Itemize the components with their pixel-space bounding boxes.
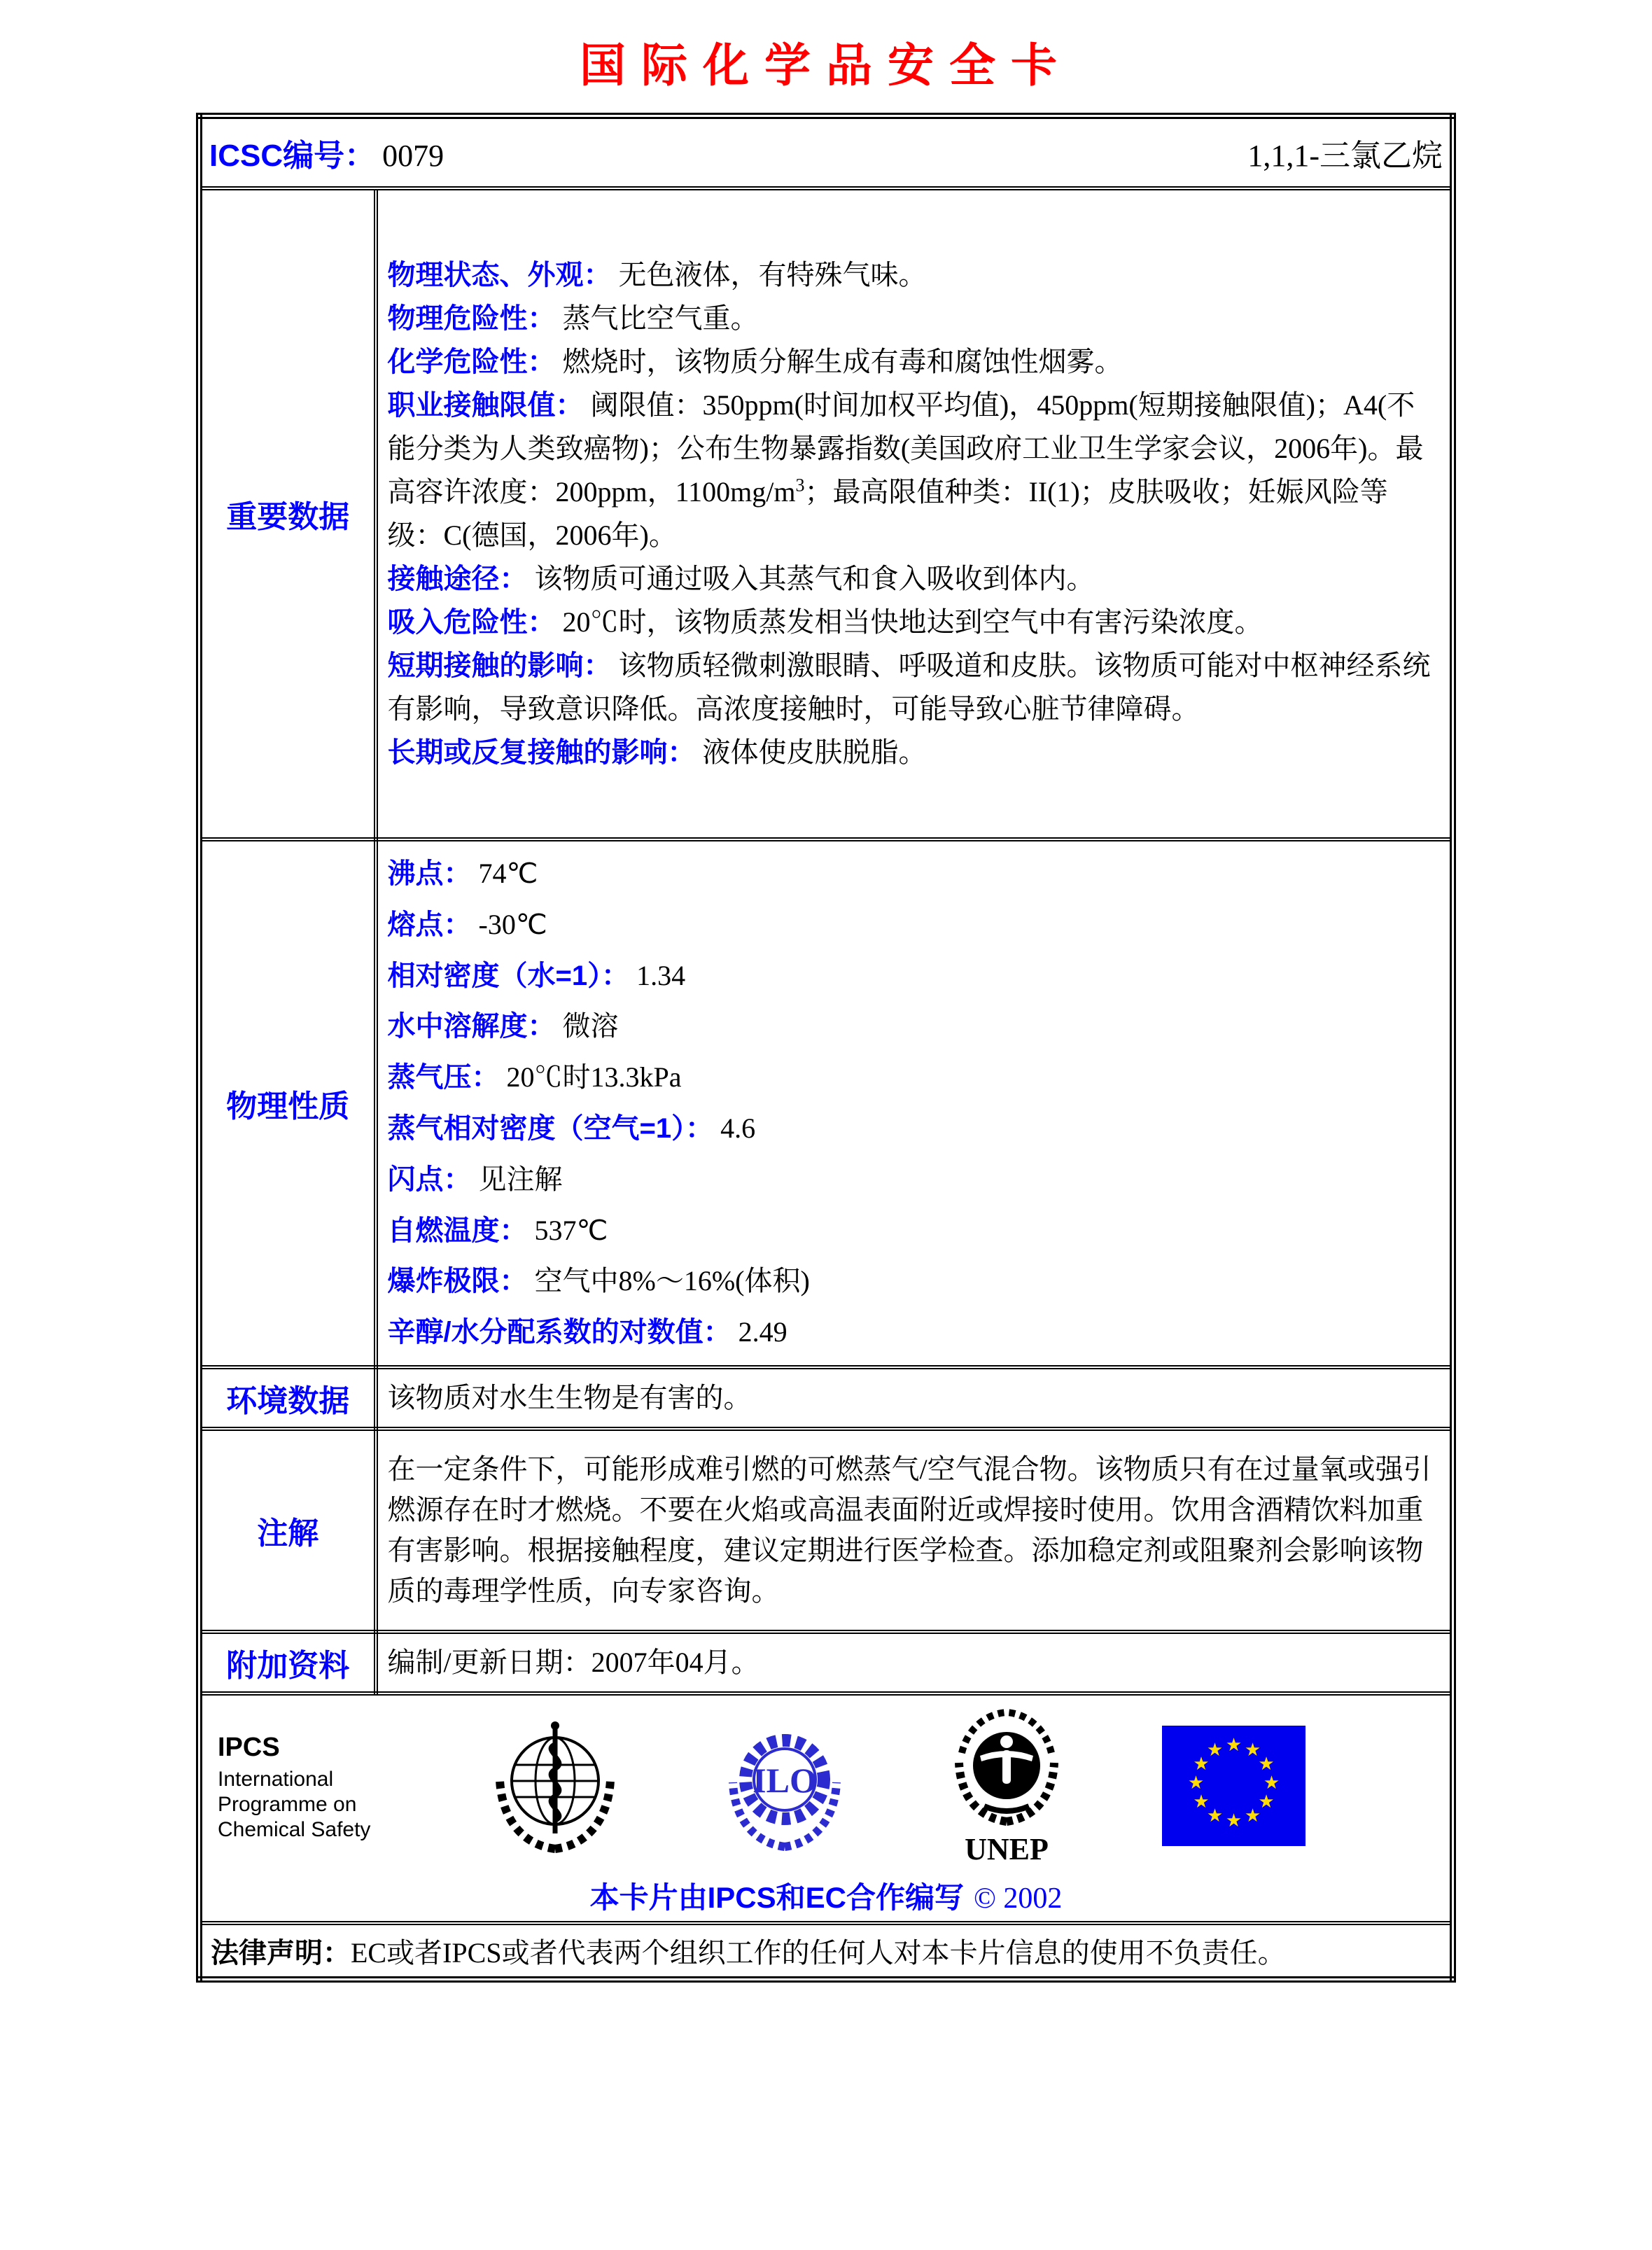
unep-logo xyxy=(944,1704,1070,1872)
organizations-row xyxy=(200,1693,1453,1923)
icsc-number-value: 0079 xyxy=(382,139,444,173)
field-value: 液体使皮肤脱脂。 xyxy=(702,736,927,768)
environmental-data-text: 该物质对水生生物是有害的。 xyxy=(387,1381,752,1413)
physical-item xyxy=(388,900,1441,951)
field-label: 物理危险性： xyxy=(387,303,556,334)
section-label-environmental-data: 环境数据 xyxy=(226,1383,350,1418)
field-value: 74℃ xyxy=(478,858,538,889)
important-item xyxy=(388,557,1441,601)
svg-text:★: ★ xyxy=(1187,1773,1205,1794)
important-item xyxy=(388,644,1441,731)
ipcs-name-line: Programme on xyxy=(218,1793,357,1817)
svg-text:★: ★ xyxy=(1244,1740,1261,1761)
field-label: 吸入危险性： xyxy=(387,607,556,638)
section-label-notes: 注解 xyxy=(257,1516,319,1551)
ilo-logo xyxy=(718,1719,851,1856)
svg-text:★: ★ xyxy=(1193,1754,1210,1775)
field-label: 水中溶解度： xyxy=(387,1011,556,1042)
organizations-cell xyxy=(200,1693,1453,1923)
important-data-row xyxy=(200,188,1453,839)
physical-item xyxy=(388,1001,1441,1052)
field-label: 沸点： xyxy=(387,858,472,889)
svg-text:★: ★ xyxy=(1206,1805,1224,1827)
footer-caption xyxy=(214,1875,1438,1917)
important-data-label-cell xyxy=(200,188,376,839)
ipcs-acronym: IPCS xyxy=(218,1733,280,1763)
notes-content xyxy=(376,1429,1453,1632)
field-value: 该物质可通过吸入其蒸气和食入吸收到体内。 xyxy=(534,563,1095,594)
field-value: 蒸气比空气重。 xyxy=(562,302,759,334)
legal-row xyxy=(200,1923,1453,1980)
icsc-number-label: ICSC编号： xyxy=(209,139,376,173)
additional-info-row xyxy=(200,1632,1453,1693)
field-value: 无色液体，有特殊气味。 xyxy=(618,259,927,291)
field-label: 熔点： xyxy=(387,909,472,940)
eu-flag xyxy=(1162,1726,1306,1850)
physical-item xyxy=(388,951,1441,1002)
cubic-meter-superscript: 3 xyxy=(795,475,805,496)
field-label: 爆炸极限： xyxy=(387,1266,528,1297)
svg-text:★: ★ xyxy=(1244,1805,1261,1827)
physical-item xyxy=(388,1052,1441,1103)
field-label: 辛醇/水分配系数的对数值： xyxy=(387,1317,732,1348)
important-item xyxy=(388,601,1441,644)
important-item xyxy=(388,297,1441,340)
field-label: 自燃温度： xyxy=(387,1215,528,1246)
legal-label: 法律声明： xyxy=(211,1937,351,1969)
field-value: 20℃时，该物质蒸发相当快地达到空气中有害污染浓度。 xyxy=(562,606,1263,638)
important-data-content xyxy=(376,188,1453,839)
environmental-data-label-cell xyxy=(200,1367,376,1429)
physical-properties-row xyxy=(200,839,1453,1367)
important-item xyxy=(388,253,1441,297)
field-value: 见注解 xyxy=(478,1163,563,1195)
notes-row xyxy=(200,1429,1453,1632)
footer-copyright: © 2002 xyxy=(973,1882,1063,1915)
page-title: 国际化学品安全卡 xyxy=(580,41,1072,92)
header-cell xyxy=(200,116,1453,189)
physical-item xyxy=(388,1103,1441,1154)
physical-item xyxy=(388,1307,1441,1358)
physical-properties-label-cell xyxy=(200,839,376,1367)
notes-text: 在一定条件下，可能形成难引燃的可燃蒸气/空气混合物。该物质只有在过量氧或强引燃源存在时才燃烧。不要在火焰或高温表面附近或焊接时使用。饮用含酒精饮料加重有害影响。根据接触程度，建议定期进行医学检查。添加稳定剂或阻聚剂会影响该物质的毒理学性质，向专家咨询。 xyxy=(387,1453,1432,1607)
section-label-additional-info: 附加资料 xyxy=(226,1648,350,1683)
physical-properties-content xyxy=(376,839,1453,1367)
field-label: 蒸气相对密度（空气=1）： xyxy=(387,1112,714,1144)
ipcs-name-line: International xyxy=(218,1768,334,1791)
svg-text:★: ★ xyxy=(1258,1791,1275,1813)
field-value: 4.6 xyxy=(720,1112,756,1144)
field-value: 微溶 xyxy=(562,1010,619,1042)
who-logo xyxy=(485,1714,625,1861)
field-value: -30℃ xyxy=(478,908,547,940)
field-label: 短期接触的影响： xyxy=(387,650,612,681)
physical-item xyxy=(388,1154,1441,1206)
field-label: 闪点： xyxy=(387,1164,472,1195)
field-value: 空气中8%～16%(体积) xyxy=(534,1265,810,1297)
field-label: 化学危险性： xyxy=(387,347,556,377)
field-label: 长期或反复接触的影响： xyxy=(387,737,696,768)
additional-info-content xyxy=(376,1632,1453,1693)
unep-wordmark: UNEP xyxy=(964,1831,1049,1866)
header-row xyxy=(200,116,1453,189)
field-value: 阈限值：350ppm(时间加权平均值)，450ppm(短期接触限值)；A4(不能分类为人类致癌物)；公布生物暴露指数(美国政府工业卫生学家会议，2006年)。最高容许浓度：200ppm，1100mg/m xyxy=(387,389,1424,508)
field-label: 物理状态、外观： xyxy=(387,260,612,291)
field-label: 职业接触限值： xyxy=(387,390,584,421)
field-value: 2.49 xyxy=(738,1316,788,1348)
additional-info-label-cell xyxy=(200,1632,376,1693)
field-value: ；最高限值种类：II(1)；皮肤吸收；妊娠风险等级：C(德国，2006年)。 xyxy=(387,476,1388,551)
svg-text:★: ★ xyxy=(1225,1810,1242,1832)
legal-text: EC或者IPCS或者代表两个组织工作的任何人对本卡片信息的使用不负责任。 xyxy=(351,1936,1286,1969)
footer-caption-text: 本卡片由IPCS和EC合作编写 xyxy=(589,1880,964,1914)
section-label-important-data: 重要数据 xyxy=(226,500,350,534)
important-item xyxy=(388,731,1441,774)
section-label-physical-properties: 物理性质 xyxy=(226,1089,350,1124)
physical-item xyxy=(388,848,1441,900)
field-value: 20℃时13.3kPa xyxy=(506,1061,682,1093)
svg-text:★: ★ xyxy=(1206,1740,1224,1761)
svg-text:★: ★ xyxy=(1258,1754,1275,1775)
field-value: 燃烧时，该物质分解生成有毒和腐蚀性烟雾。 xyxy=(562,346,1123,377)
svg-text:ILO: ILO xyxy=(752,1761,817,1801)
environmental-data-content xyxy=(376,1367,1453,1429)
field-value: 1.34 xyxy=(636,959,686,991)
physical-item xyxy=(388,1206,1441,1257)
legal-cell xyxy=(200,1923,1453,1980)
field-label: 蒸气压： xyxy=(387,1062,500,1093)
svg-text:★: ★ xyxy=(1193,1791,1210,1813)
field-label: 相对密度（水=1）： xyxy=(387,960,630,991)
important-item xyxy=(388,384,1441,557)
icsc-number-group xyxy=(209,130,444,175)
svg-text:★: ★ xyxy=(1263,1773,1280,1794)
chemical-name: 1,1,1-三氯乙烷 xyxy=(1247,139,1443,173)
notes-label-cell xyxy=(200,1429,376,1632)
field-value: 该物质轻微刺激眼睛、呼吸道和皮肤。该物质可能对中枢神经系统有影响，导致意识降低。高浓度接触时，可能导致心脏节律障碍。 xyxy=(387,650,1431,725)
additional-info-text: 编制/更新日期：2007年04月。 xyxy=(387,1646,760,1678)
field-value: 537℃ xyxy=(534,1214,608,1246)
important-item xyxy=(388,340,1441,384)
ipcs-text-block xyxy=(218,1733,393,1843)
physical-item xyxy=(388,1256,1441,1307)
svg-text:★: ★ xyxy=(1225,1735,1242,1756)
ipcs-name-line: Chemical Safety xyxy=(218,1818,371,1842)
icsc-card-table xyxy=(196,113,1456,1983)
field-label: 接触途径： xyxy=(387,564,528,594)
environmental-data-row xyxy=(200,1367,1453,1429)
